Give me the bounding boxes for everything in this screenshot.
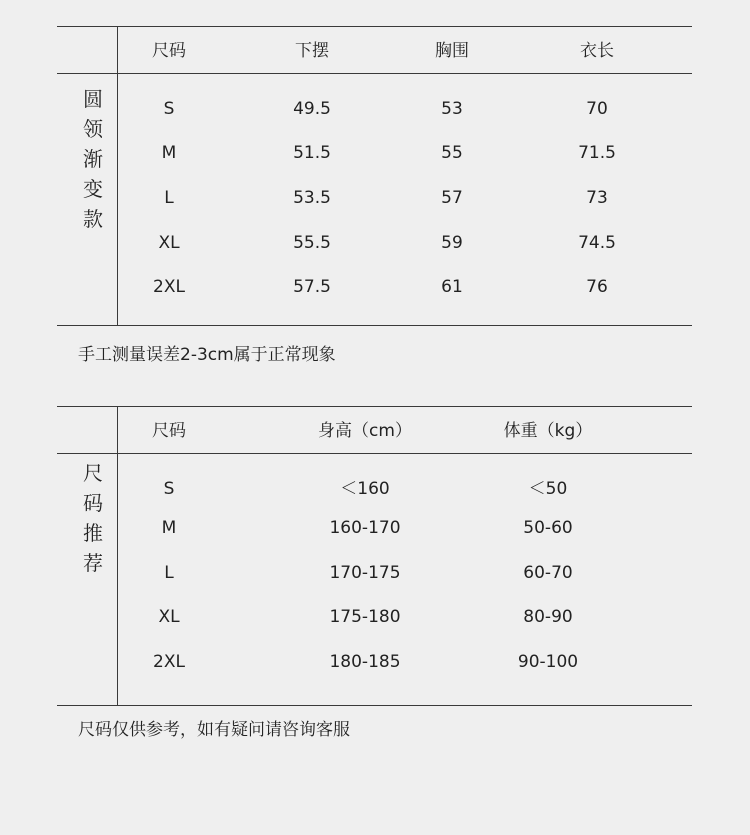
table2-bottom-rule <box>57 705 692 706</box>
table1-cell-size: S <box>163 99 175 119</box>
table2-top-rule <box>57 406 692 407</box>
table1-cell-hem: 55.5 <box>293 233 331 253</box>
table2-cell-weight: ＜50 <box>528 479 568 499</box>
table2-header-size: 尺码 <box>152 421 186 441</box>
table1-cell-size: XL <box>158 233 180 253</box>
table1-cell-size: 2XL <box>153 277 185 297</box>
table1-divider <box>117 26 118 325</box>
table1-cell-length: 71.5 <box>578 143 616 163</box>
table2-cell-size: M <box>161 518 177 538</box>
table2-divider <box>117 406 118 705</box>
table1-cell-length: 74.5 <box>578 233 616 253</box>
table1-cell-length: 70 <box>586 99 608 119</box>
table2-cell-size: 2XL <box>153 652 185 672</box>
table1-top-rule <box>57 26 692 27</box>
measurement-note: 手工测量误差2-3cm属于正常现象 <box>78 345 336 365</box>
table1-cell-chest: 55 <box>441 143 463 163</box>
table2-cell-height: 175-180 <box>329 607 401 627</box>
table1-cell-hem: 57.5 <box>293 277 331 297</box>
table1-cell-size: L <box>164 188 174 208</box>
table1-cell-hem: 49.5 <box>293 99 331 119</box>
table2-cell-size: S <box>163 479 175 499</box>
table2-cell-height: 180-185 <box>329 652 401 672</box>
table1-cell-length: 73 <box>586 188 608 208</box>
table1-cell-hem: 53.5 <box>293 188 331 208</box>
table1-header-rule <box>57 73 692 74</box>
table1-cell-chest: 53 <box>441 99 463 119</box>
table2-header-height: 身高（cm） <box>318 421 412 441</box>
table1-side-label: 圆领渐变款 <box>83 87 103 231</box>
table2-header-rule <box>57 453 692 454</box>
table2-side-label: 尺码推荐 <box>83 461 103 575</box>
table1-cell-length: 76 <box>586 277 608 297</box>
table2-cell-size: XL <box>158 607 180 627</box>
table2-cell-height: ＜160 <box>340 479 390 499</box>
table2-cell-weight: 90-100 <box>517 652 579 672</box>
table2-cell-weight: 80-90 <box>523 607 573 627</box>
table1-cell-size: M <box>161 143 177 163</box>
table1-header-length: 衣长 <box>580 41 614 61</box>
table1-cell-chest: 59 <box>441 233 463 253</box>
table1-header-hem: 下摆 <box>295 41 329 61</box>
table2-cell-height: 170-175 <box>329 563 401 583</box>
table2-cell-weight: 50-60 <box>523 518 573 538</box>
table1-cell-chest: 57 <box>441 188 463 208</box>
table1-header-size: 尺码 <box>152 41 186 61</box>
table2-cell-height: 160-170 <box>329 518 401 538</box>
table1-bottom-rule <box>57 325 692 326</box>
table1-cell-hem: 51.5 <box>293 143 331 163</box>
reference-note: 尺码仅供参考，如有疑问请咨询客服 <box>78 720 350 740</box>
table1-header-chest: 胸围 <box>435 41 469 61</box>
table2-cell-weight: 60-70 <box>523 563 573 583</box>
table1-cell-chest: 61 <box>441 277 463 297</box>
table2-cell-size: L <box>164 563 174 583</box>
table2-header-weight: 体重（kg） <box>503 421 593 441</box>
